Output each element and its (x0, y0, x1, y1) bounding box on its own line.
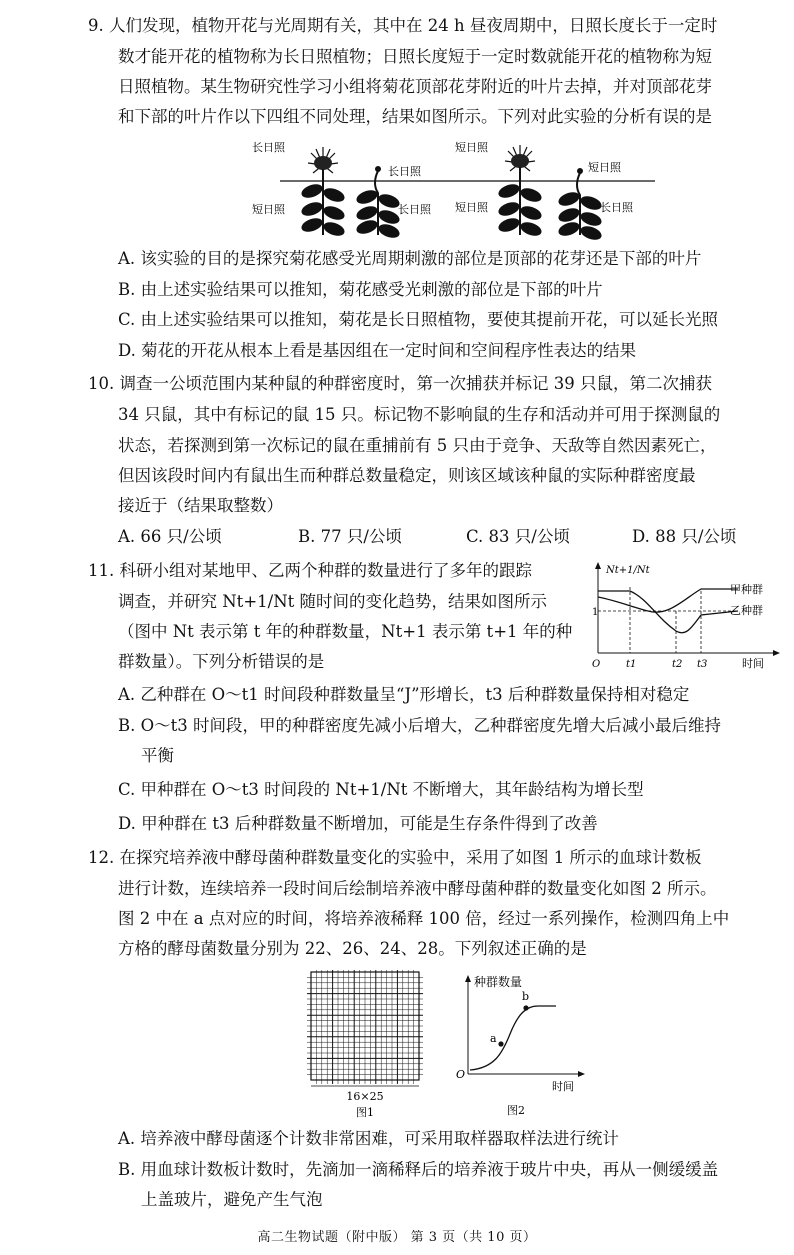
q11-option-c: C. 甲种群在 O～t3 时间段的 Nt+1/Nt 不断增大，其年龄结构为增长型 (118, 780, 644, 799)
series-yi-curve (598, 591, 738, 633)
series-jia-label: 甲种群 (730, 583, 763, 596)
q11-line-2: 调查，并研究 Nt+1/Nt 随时间的变化趋势，结果如图所示 (118, 592, 548, 611)
fig2-xlabel: 时间 (552, 1080, 574, 1093)
chart-origin: O (592, 659, 601, 670)
q9-option-b: B. 由上述实验结果可以推知，菊花感受光刺激的部位是下部的叶片 (118, 280, 603, 299)
q9-option-a: A. 该实验的目的是探究菊花感受光周期刺激的部位是顶部的花芽还是下部的叶片 (118, 249, 702, 268)
q10-option-a: A. 66 只/公顷 (118, 527, 222, 546)
q9-line-2: 数才能开花的植物称为长日照植物；日照长度短于一定时数就能开花的植物称为短 (118, 47, 712, 66)
plant-4 (557, 168, 604, 240)
q10-line-5: 接近于（结果取整数） (118, 496, 283, 515)
plant-2-top-label: 长日照 (388, 165, 421, 178)
q12-line-4: 方格的酵母菌数量分别为 22、26、24、28。下列叙述正确的是 (118, 939, 587, 958)
q12-option-b: B. 用血球计数板计数时，先滴加一滴稀释后的培养液于玻片中央，再从一侧缓缓盖 (118, 1160, 719, 1179)
ratio-chart (588, 557, 788, 675)
page-footer: 高二生物试题（附中版） 第 3 页（共 10 页） (257, 1230, 537, 1245)
grid-size-label: 16×25 (346, 1090, 384, 1103)
q11-option-b-cont: 平衡 (141, 746, 174, 765)
point-b (523, 1005, 528, 1010)
series-yi-label: 乙种群 (730, 604, 763, 617)
plant-1-bottom-label: 短日照 (252, 203, 285, 216)
q12-line-3: 图 2 中在 a 点对应的时间，将培养液稀释 100 倍，经过一系列操作，检测四角上中 (118, 909, 730, 928)
hemocytometer-grid (305, 970, 425, 1118)
q10-line-2: 34 只鼠，其中有标记的鼠 15 只。标记物不影响鼠的生存和活动并可用于探测鼠的 (118, 405, 721, 424)
q11-line-3: （图中 Nt 表示第 t 年的种群数量，Nt+1 表示第 t+1 年的种 (118, 622, 573, 641)
chart-one-tick: 1 (592, 607, 599, 618)
q9-line-1: 9. 人们发现，植物开花与光周期有关，其中在 24 h 昼夜周期中，日照长度长于一定时 (88, 16, 718, 35)
q12-line-1: 12. 在探究培养液中酵母菌种群数量变化的实验中，采用了如图 1 所示的血球计数板 (88, 848, 702, 867)
growth-curve-figure (450, 970, 595, 1118)
plant-3-top-label: 短日照 (455, 141, 488, 154)
plant-1 (300, 147, 347, 238)
plant-4-bottom-label: 长日照 (600, 201, 633, 214)
plant-2-bottom-label: 长日照 (398, 203, 431, 216)
q10-option-c: C. 83 只/公顷 (466, 527, 570, 546)
q10-option-b: B. 77 只/公顷 (298, 527, 402, 546)
q11-option-b: B. O～t3 时间段，甲的种群密度先减小后增大，乙种群密度先增大后减小最后维持 (118, 716, 722, 735)
q9-line-4: 和下部的叶片作以下四组不同处理，结果如图所示。下列对此实验的分析有误的是 (118, 107, 712, 126)
plant-4-top-label: 短日照 (588, 161, 621, 174)
q9-line-3: 日照植物。某生物研究性学习小组将菊花顶部花芽附近的叶片去掉，并对顶部花芽 (118, 77, 712, 96)
q11-option-a: A. 乙种群在 O～t1 时间段种群数量呈“J”形增长，t3 后种群数量保持相对稳定 (118, 685, 690, 704)
fig1-caption: 图1 (356, 1106, 374, 1118)
growth-curve (470, 1006, 556, 1070)
q10-line-1: 10. 调查一公顷范围内某种鼠的种群密度时，第一次捕获并标记 39 只鼠，第二次捕获 (88, 374, 712, 393)
q11-line-4: 群数量）。下列分析错误的是 (118, 652, 325, 671)
q10-line-3: 状态，若探测到第一次标记的鼠在重捕前有 5 只由于竞争、天敌等自然因素死亡， (118, 436, 717, 455)
chrysanthemum-figure (250, 135, 660, 240)
q9-option-d: D. 菊花的开花从根本上看是基因组在一定时间和空间程序性表达的结果 (118, 341, 637, 360)
fig2-caption: 图2 (507, 1104, 525, 1117)
point-b-label: b (522, 990, 530, 1003)
tick-t2: t2 (672, 659, 683, 670)
fig2-ylabel: 种群数量 (474, 975, 523, 989)
q11-line-1: 11. 科研小组对某地甲、乙两个种群的数量进行了多年的跟踪 (88, 561, 532, 580)
q9-option-c: C. 由上述实验结果可以推知，菊花是长日照植物，要使其提前开花，可以延长光照 (118, 310, 719, 329)
q12-option-a: A. 培养液中酵母菌逐个计数非常困难，可采用取样器取样法进行统计 (118, 1129, 619, 1148)
chart-ylabel: Nt+1/Nt (606, 565, 650, 576)
tick-t3: t3 (697, 659, 708, 670)
plant-1-top-label: 长日照 (252, 141, 285, 154)
point-a (498, 1041, 503, 1046)
q10-line-4: 但因该段时间内有鼠出生而种群总数量稳定，则该区域该种鼠的实际种群密度最 (118, 466, 696, 485)
plant-3 (497, 145, 544, 238)
point-a-label: a (490, 1032, 497, 1045)
q12-line-2: 进行计数，连续培养一段时间后绘制培养液中酵母菌种群的数量变化如图 2 所示。 (118, 879, 717, 898)
plant-3-bottom-label: 短日照 (455, 201, 488, 214)
tick-t1: t1 (626, 659, 637, 670)
series-jia-curve (598, 589, 738, 612)
q11-option-d: D. 甲种群在 t3 后种群数量不断增加，可能是生存条件得到了改善 (118, 814, 598, 833)
chart-xlabel: 时间 (742, 657, 764, 670)
q10-option-d: D. 88 只/公顷 (632, 527, 737, 546)
fig2-origin: O (456, 1068, 466, 1081)
q12-option-b-cont: 上盖玻片，避免产生气泡 (141, 1190, 323, 1209)
